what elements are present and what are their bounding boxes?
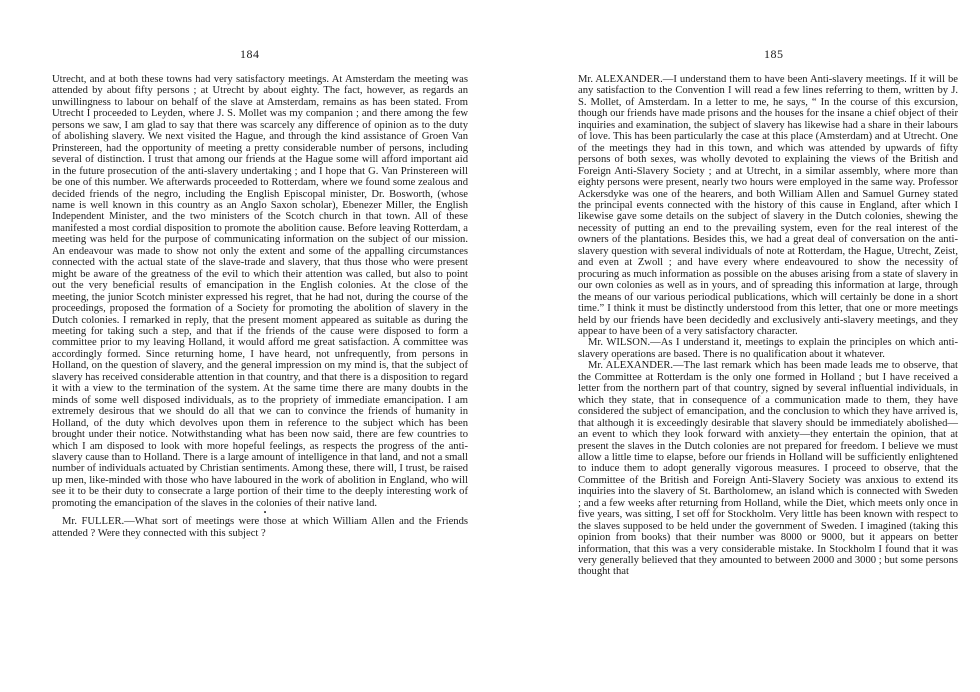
paragraph: Mr. FULLER.—What sort of meetings were those at which William Allen and the Friends attended ? Were they connected with this subject ?	[52, 516, 468, 539]
page-body	[578, 74, 958, 578]
paragraph: Utrecht, and at both these towns had very satisfactory meetings. At Amsterdam the meeting was attended by about fifty persons ; at Utrecht by about eighty. The fact, however, as regards an unwillingness to labour on behalf of the slave at Amsterdam, remains as has been stated. From Utrecht I proceeded to Leyden, where J. S. Mollet was my companion ; and there among the few persons we saw, I am glad to say that there was scarcely any difference of opinion as to the duty of abolishing slavery. We next visited the Hague, and through the kind assistance of Groen Van Prinstereen, had the opportunity of meeting a pretty considerable number of persons, including several of distinction. I trust that among our friends at the Hague some will afford important aid in the future prosecution of the anti-slavery undertaking ; and I hope that G. Van Prinstereen will be one of this number. We afterwards proceeded to Rotterdam, where we found some zealous and decided friends of the negro, including the English Episcopal minister, Dr. Bosworth, (whose name is well known in this country as an Anglo Saxon scholar), Ebenezer Miller, the English Independent Minister, and the two ministers of the Scotch church in that town. All of these manifested a most cordial disposition to promote the abolition cause. Before leaving Rotterdam, a meeting was held for the purpose of communicating information on the subject of our mission. An endeavour was made to show not only the extent and some of the appalling circumstances connected with the actual state of the slave-trade and slavery, that thus those who were present might be aware of the greatness of the evil to which their attention was called, but also to point out the very beneficial results of emancipation in the English colonies. At the close of the meeting, the junior Scotch minister expressed his regret, that he had not, during the course of the proceedings, proposed the formation of a Society for promoting the abolition of slavery in the Dutch colonies. I remarked in reply, that the present moment appeared as suitable as during the meeting for taking such a step, and that if the friends of the cause were disposed to form a committee prior to my leaving Holland, it would afford me great satisfaction. A committee was accordingly formed. Since returning home, I have heard, not unfrequently, from persons in Holland, on the question of slavery, and the general impression on my mind is, that the subject of slavery has received considerable attention in that country, and that there is a disposition to regard it with a view to the termination of the system. At the same time there are many doubts in the minds of some well disposed individuals, as to the propriety of immediate emancipation. I am extremely desirous that we should do all that we can to convince the friends of humanity in Holland, of the duty which devolves upon them in reference to the subject which has been brought under their notice. Notwithstanding what has been now said, there are few countries to which I am disposed to look with more hopeful feelings, as respects the progress of the anti-slavery cause than to Holland. There is a large amount of intelligence in that land, and not a small number of individuals actuated by Christian sentiments. Among these, there will, I trust, be raised up men, like-minded with those who have laboured in the work of abolition in England, who will see it to be their duty to consecrate a large portion of their time to the deeply interesting work of promoting the emancipation of the slaves in the colonies of their native land.	[52, 74, 468, 509]
paragraph: Mr. ALEXANDER.—The last remark which has been made leads me to observe, that the Committee at Rotterdam is the only one formed in Holland ; but I have received a letter from the northern part of that country, signed by several influential individuals, in which they state, that in consequence of a communication made to them, they have considered the subject of emancipation, and the conclusion to which they have arrived is, that although it is exceedingly desirable that slavery should be immediately abolished—an event to which they look forward with anxiety—they entertain the opinion, that at present the slaves in the Dutch colonies are not prepared for freedom. I believe we must allow a little time to elapse, before our friends in Holland will be sufficiently enlightened to induce them to adopt generally vigorous measures. I proceed to observe, that the Committee of the British and Foreign Anti-Slavery Society was anxious to extend its inquiries into the slavery of St. Bartholomew, an island which is connected with Sweden ; and a few weeks after returning from Holland, while the Diet, which meets only once in five years, was sitting, I set off for Stockholm. Very little has been known with respect to the slaves supposed to be held under the government of Sweden. I imagined (taking this opinion from books) that their number was 8000 or 9000, but it appears on better information, that this was a very considerable mistake. In Stockholm I found that it was very generally believed that they amounted to between 2000 and 3000 ; but some persons thought that	[578, 360, 958, 578]
page-number: 185	[764, 47, 784, 61]
page-body	[52, 74, 468, 539]
paragraph: Mr. ALEXANDER.—I understand them to have been Anti-slavery meetings. If it will be any satisfaction to the Convention I will read a few lines referring to them, written by J. S. Mollet, of Amsterdam. In a letter to me, he says, “ In the course of this excursion, though our friends have made prisons and the houses for the insane a chief object of their inquiries and examination, the subject of slavery has likewise had a share in their labours of love. This has been particularly the case at this place (Amsterdam) and at Utrecht. One of the meetings they had in this town, and which was attended by upwards of fifty persons of both sexes, was wholly devoted to explaining the views of the British and Foreign Anti-Slavery Society ; and at Utrecht, in a similar assembly, where more than eighty persons were present, nearly two hours were employed in the same way. Professor Ackersdyke was one of the hearers, and both William Allen and Samuel Gurney stated the principal events connected with the history of this cause in England, after which I likewise gave some details on the subject of slavery in the Dutch colonies, shewing the necessity of putting an end to the prevailing system, even for the real interest of the owners of the plantations. Besides this, we had a great deal of conversation on the anti-slavery question with several individuals of note at Rotterdam, the Hague, Utrecht, Zeist, and even at Zwoll ; and have every where endeavoured to show the necessity of procuring as much information as possible on the abuses arising from a state of slavery in our own colonies as well as in yours, and of spreading this information at large, through the means of our various periodical publications, which will certainly be done in a short time.” I think it must be distinctly understood from this letter, that one or more meetings held by our friends have been decidedly and exclusively anti-slavery meetings, and they appear to have been of a very satisfactory character.	[578, 74, 958, 337]
page-number: 184	[240, 47, 260, 61]
paragraph: Mr. WILSON.—As I understand it, meetings to explain the principles on which anti-slavery operations are based. There is no qualification about it whatever.	[578, 337, 958, 360]
separator-mark: •	[263, 508, 267, 518]
right-page	[490, 0, 980, 692]
